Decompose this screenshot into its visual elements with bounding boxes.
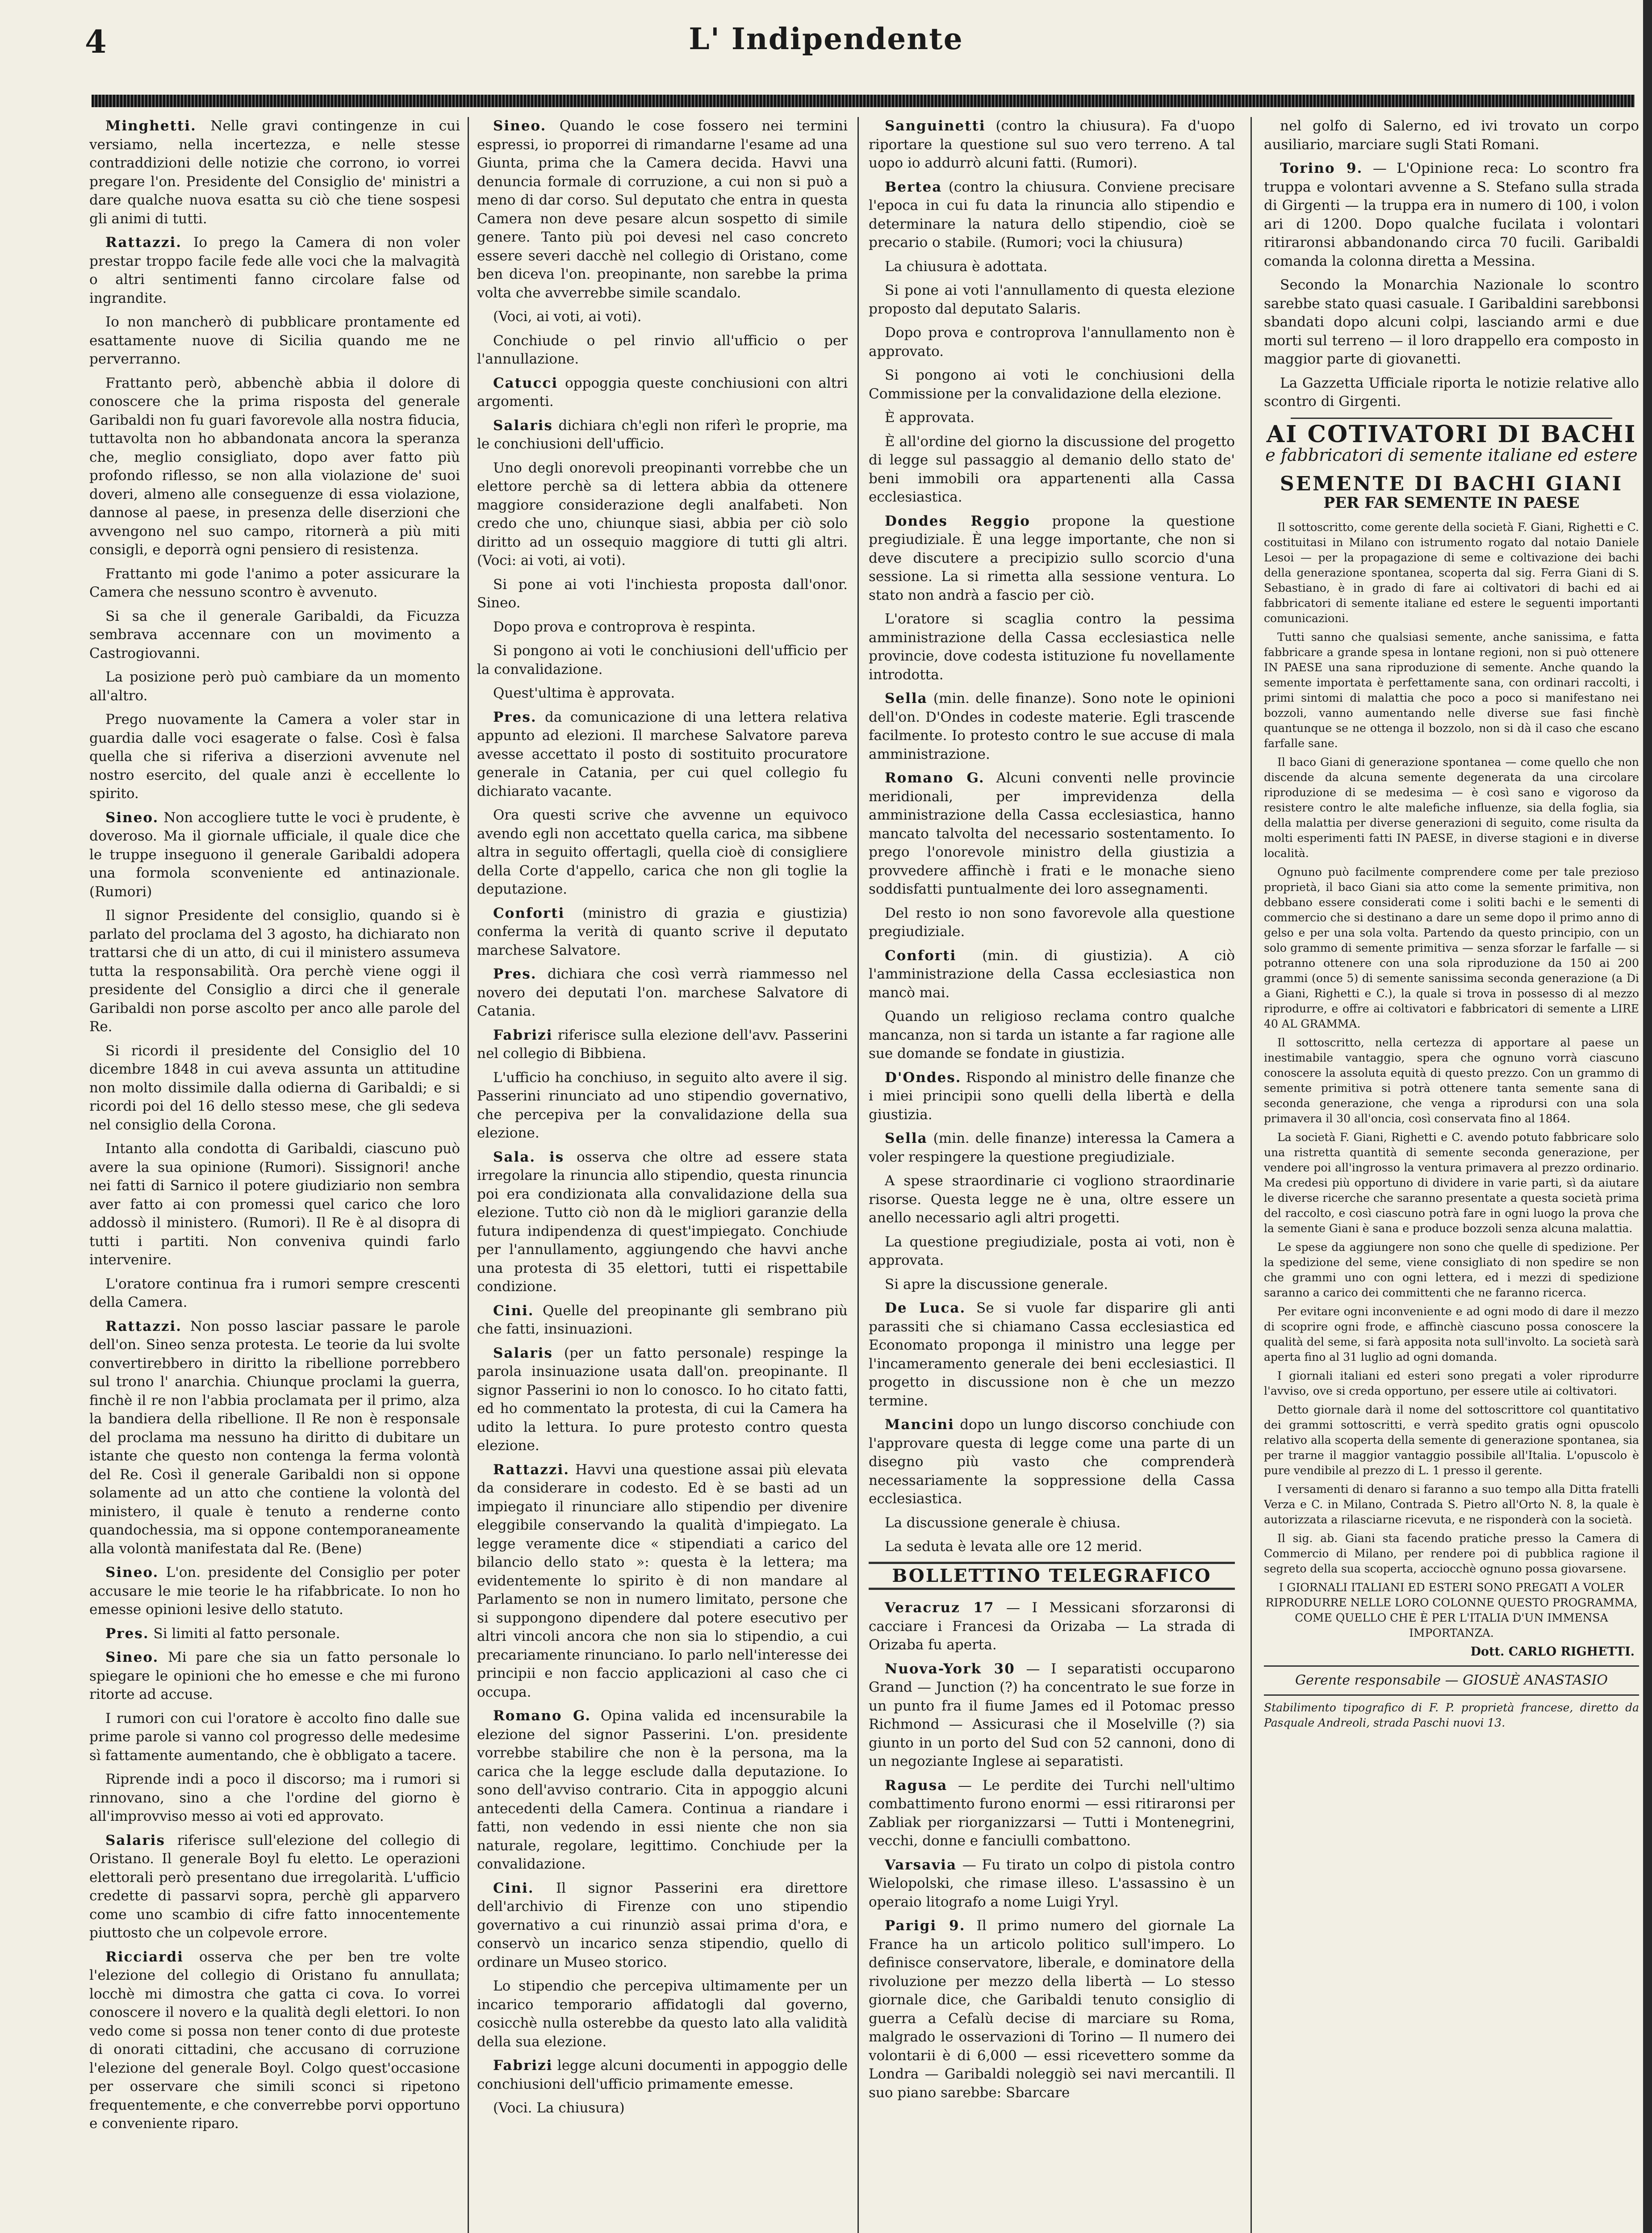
seed-subtitle: PER FAR SEMENTE IN PAESE [1323,494,1580,512]
paragraph-text: (per un fatto personale) respinge la parola insinuazione usata dall'on. preopinante. Il signor Passerini io non lo conosco. Io ho citato fatti, ed ho commentato la protesta, di cui la Camera ha udito la lettura. Io pure protesto contro questa elezione. [477,1345,848,1454]
paragraph [477,1879,848,1972]
speaker-name: Pres. [493,966,537,982]
paragraph [869,1069,1235,1125]
speaker-name: Cini. [493,1302,534,1319]
paragraph-text: È approvata. [885,410,974,426]
paragraph [869,433,1235,507]
paragraph-text: Si pongono ai voti le conchiusioni della Commissione per la convalidazione della elezione. [869,367,1235,402]
paragraph [869,324,1235,361]
paragraph [869,258,1235,276]
paragraph [89,1648,460,1704]
speaker-name: Sala. is [493,1149,565,1165]
paragraph [869,366,1235,403]
paragraph-text: osserva che oltre ad essere stata irregolare la rinuncia allo stipendio, questa rinuncia poi era condizionata alla convalidazione della sua elezione. Tutto ciò non dà le migliori garanzie della futura indipendenza di quest'impiegato. Conchiude per l'annullamento, aggiungendo che havvi anche una protesta di 35 elettori, tutti ei rispettabile condizione. [477,1149,848,1295]
header-rule [92,95,1635,107]
paragraph [89,374,460,560]
ad-paragraph: La società F. Giani, Righetti e C. avendo potuto fabbricare solo una ristretta quantità di semente seconda generazione, per vendere poi all'ingrosso la ventura primavera al prezzo ordinario. Ma credesi più opportuno di dividere in varie parti, sì da aiutare le diverse ricerche che saranno presentate a questa società prima del raccolto, e così ciascuno potrà fare in ogni luogo la prova che la semente Giani è sana e produce bozzoli senza alcuna malattia. [1264,1130,1639,1235]
paragraph [89,1140,460,1270]
paragraph-text: È all'ordine del giorno la discussione del progetto di legge sul passaggio al demanio dello stato de' beni immobili ora appartenenti alla Cassa ecclesiastica. [869,433,1235,505]
paragraph [477,1148,848,1296]
ad-paragraph: I giornali italiani ed esteri sono pregati a voler riprodurre l'avviso, ove si creda opportuno, per essere utile ai coltivatori. [1264,1369,1639,1397]
paragraph [869,1275,1235,1294]
column-3 [869,117,1235,2233]
paragraph-text: (contro la chiusura. Conviene precisare l'epoca in cui fu data la rinuncia allo stipendio e determinare la natura dello stipendio, cioè se precario o stabile. (Rumori; voci la chiusura) [869,179,1235,251]
paragraph-text: A spese straordinarie ci vogliono straordinarie risorse. Questa legge ne è una, oltre essere un anello necessario agli altri progetti. [869,1173,1235,1226]
paragraph-text: (min. delle finanze) interessa la Camera a voler respingere la questione pregiudiziale. [869,1130,1235,1165]
paragraph-text: Frattanto mi gode l'animo a poter assicurare la Camera che nessuno scontro è avvenuto. [89,565,460,600]
paragraph [477,332,848,369]
speaker-name: Rattazzi. [493,1461,570,1478]
paragraph-text: riferisce sulla elezione dell'avv. Passerini nel collegio di Bibbiena. [477,1027,848,1062]
speaker-name: Dondes Reggio [885,513,1030,529]
speaker-name: Minghetti. [105,118,197,134]
telegram-text: — I Messicani sforzaronsi di cacciare i Francesi da Orizaba — La strada di Orizaba fu aperta. [869,1600,1235,1653]
speaker-name: De Luca. [885,1300,966,1316]
paragraph [89,565,460,602]
ad-paragraph: Ognuno può facilmente comprendere come per tale prezioso proprietà, il baco Giani sia atto come la semente primitiva, non debbano essere considerati come i soliti bachi e le sementi di commercio che si destinano a dare un seme dopo il primo anno di gelso e per una sola volta. Partendo da questo principio, con un solo grammo di semente primitiva — senza sforzar le farfalle — si potranno ottenere con una sola riproduzione da 150 ai 200 grammi (once 5) di semente sanissima seconda generazione (a Di a Giani, Righetti e C.), la quale si trova in possesso di al mezzo riprodurre, e offre ai coltivatori e fabbricatori di semente a LIRE 40 AL GRAMMA. [1264,865,1639,1030]
speaker-name: Pres. [105,1625,149,1642]
paragraph-text: L'ufficio ha conchiuso, in seguito alto avere il sig. Passerini rinunciato ad uno stipendio governativo, che percepiva per la convalidazione della sua elezione. [477,1069,848,1141]
paragraph [477,965,848,1021]
paragraph [477,374,848,411]
paragraph-text: L'on. presidente del Consiglio per poter accusare le mie teorie le ha rifabbricate. Io non ho emesse opinioni lesive dello statuto. [89,1564,460,1618]
bollettino-items [869,1599,1235,2102]
column-divider [857,117,859,2233]
paragraph-text: La chiusura è adottata. [885,258,1048,275]
paragraph [89,313,460,369]
paragraph-text: Si limiti al fatto personale. [149,1625,340,1642]
telegram-text: — Fu tirato un colpo di pistola contro Wielopolski, che rimase illeso. L'assassino è un operaio litografo a nome Luigi Yryl. [869,1857,1235,1910]
paragraph [477,1344,848,1455]
paragraph [869,1416,1235,1509]
paragraph-text: Ora questi scrive che avvenne un equivoco avendo egli non accettato quella carica, ma sibbene altra in seguito offertagli, quella cioè di consigliere della Corte d'appello, carica che non gli toglie la deputazione. [477,807,848,897]
paragraph [869,512,1235,605]
bollettino-title: BOLLETTINO TELEGRAFICO [869,1562,1235,1590]
paragraph-text: Quando un religioso reclama contro qualche mancanza, non si tarda un istante a far ragione alle sue domande se fondate in giustizia. [869,1008,1235,1062]
paragraph-text: Si ricordi il presidente del Consiglio del 10 dicembre 1848 in cui aveva assunta un attitudine non molto dissimile dalla odierna di Garibaldi; e si ricordi poi del 16 dello stesso mese, che gli sedeva nel consiglio della Corona. [89,1042,460,1133]
paragraph [477,1977,848,2051]
speaker-name: Fabrizi [493,2057,553,2074]
paragraph-text: Uno degli onorevoli preopinanti vorrebbe che un elettore perchè sa di lettera abbia da ottenere maggiore considerazione degli analfabeti. Non credo che uno, chiunque siasi, abbia per ciò solo diritto ad un ossequio maggiore di tutti gli altri. (Voci: ai voti, ai voti). [477,460,848,569]
paragraph [89,234,460,308]
paragraph [869,610,1235,684]
paragraph-text: I rumori con cui l'oratore è accolto fino dalle sue prime parole si vanno col progresso delle medesime sì fattamente aumentando, che è obbligato a tacere. [89,1710,460,1764]
paragraph [89,1832,460,1943]
paragraph-text: Secondo la Monarchia Nazionale lo scontro sarebbe stato quasi casuale. I Garibaldini sarebbonsi sbandati dopo alcuni colpi, lasciando armi e due morti sul terreno — il loro drappello era composto in maggior parte di giovanetti. [1264,277,1639,367]
speaker-name: Mancini [885,1417,954,1433]
paragraph [477,417,848,454]
paragraph [477,904,848,960]
paragraph [1264,276,1639,369]
column-4 [1264,117,1639,2233]
gerente: Gerente responsabile — GIOSUÈ ANASTASIO [1295,1673,1608,1688]
paragraph-text: Si sa che il generale Garibaldi, da Ficuzza sembrava accennare con un movimento a Castrogiovanni. [89,608,460,661]
speaker-name: Sineo. [105,809,159,826]
telegram-place: Parigi 9. [885,1918,966,1934]
speaker-name: Bertea [885,179,942,195]
paragraph [89,711,460,803]
speaker-name: Ricciardi [105,1949,184,1965]
paragraph-text: dopo un lungo discorso conchiude con l'approvare questa di legge come una parte di un disegno più vasto che comprenderà necessariamente la soppressione della Cassa ecclesiastica. [869,1417,1235,1507]
telegram-text: — Le perdite dei Turchi nell'ultimo combattimento furono enormi — essi ritiraronsi per Zabliak per riorganizzarsi — Tutti i Montenegrini, vecchi, donne e fanciulli combattono. [869,1777,1235,1849]
news-continuation [1264,117,1639,411]
masthead-title: L' Indipendente [689,21,963,56]
ad-body [1264,520,1639,1576]
paragraph-text: — L'Opinione reca: Lo scontro fra truppa e volontari avvenne a S. Stefano sulla strada di Girgenti — la truppa era in numero di 100, i volon ari di 1200. Dopo qualche fucilata i volontari ritiraronsi abbandonando circa 70 fucili. Garibaldi comanda la colonna diretta a Messina. [1264,160,1639,269]
paragraph-text: Del resto io non sono favorevole alla questione pregiudiziale. [869,905,1235,940]
ad-paragraph: Le spese da aggiungere non sono che quelle di spedizione. Per la spedizione del seme, viene consigliato di non spedire se non che grammi uno con ogni lettera, ed i mezzi di spedizione saranno a carico dei committenti che ne faranno ricerca. [1264,1240,1639,1299]
paragraph-text: Havvi una questione assai più elevata da considerare in codesto. Ed è se basti ad un impiegato il rinunciare allo stipendio per divenire eleggibile conservando la qualità d'impiegato. La legge veramente dice « stipendiati a carico del bilancio dello stato »: questa è la lettera; ma evidentemente lo spirito è di non mandare al Parlamento se non in numero limitato, persone che si suppongono dipendere dal potere esecutivo per altri vincoli ancora che non sia lo stipendio, a cui precariamente rinunciano. Io parlo nell'interesse dei principii e non faccio applicazioni al caso che ci occupa. [477,1461,848,1700]
page-number: 4 [85,23,107,60]
column-1 [89,117,460,2233]
paragraph-text: La Gazzetta Ufficiale riporta le notizie relative allo scontro di Girgenti. [1264,375,1639,410]
paragraph [477,2099,848,2118]
telegram-place: Nuova-York 30 [885,1660,1015,1677]
ad-footnote: I GIORNALI ITALIANI ED ESTERI SONO PREGATI A VOLER RIPRODURRE NELLE LORO COLONNE QUESTO PROGRAMMA, COME QUELLO CHE È PER L'ITALIA D'UN IMMENSA IMPORTANZA. [1265,1581,1638,1639]
paragraph [477,2057,848,2094]
paragraph-text: Si pongono ai voti le conchiusioni dell'ufficio per la convalidazione. [477,643,848,677]
speaker-name: Fabrizi [493,1027,553,1043]
paragraph-text: oppoggia queste conchiusioni con altri argomenti. [477,375,848,410]
paragraph-text: (Voci, ai voti, ai voti). [493,309,642,325]
paragraph [89,1275,460,1312]
paragraph [477,642,848,679]
speaker-name: Rattazzi. [105,234,182,251]
speaker-name: Conforti [885,947,957,964]
telegram-place: Veracruz 17 [885,1600,995,1616]
paragraph [869,1129,1235,1167]
paragraph-text: Non accogliere tutte le voci è prudente, è doveroso. Ma il giornale ufficiale, il quale dice che le truppe inseguono il generale Garibaldi adopera una formola sconveniente ed antinazionale. (Rumori) [89,809,460,900]
speaker-name: Salaris [493,417,553,434]
paragraph [869,904,1235,941]
paragraph [869,1008,1235,1063]
column-divider [468,117,469,2233]
paragraph-text: Dopo prova e controprova l'annullamento non è approvato. [869,325,1235,360]
paragraph-text: nel golfo di Salerno, ed ivi trovato un corpo ausiliario, marciare sugli Stati Romani. [1264,118,1639,153]
paragraph [477,1707,848,1874]
paragraph-text: Se si vuole far disparire gli anti parassiti che si chiamano Cassa ecclesiastica ed Economato proponga il ministro una legge per l'incameramento generale dei beni ecclesiastici. Il progetto in discussione non è che un mezzo termine. [869,1300,1235,1409]
speaker-name: Cini. [493,1880,534,1896]
paragraph-text: La posizione però può cambiare da un momento all'altro. [89,669,460,704]
ad-paragraph: Il sottoscritto, nella certezza di apportare al paese un inestimabile vantaggio, spera che ognuno vorrà ciascuno conoscere la assoluta equità di questo prezzo. Con un grammo di semente primitiva si potrà ottenere tanta semente sana di seconda generazione, che venga a riprodursi con una sola primavera il 30 all'oncia, così conservata fino al 1864. [1264,1036,1639,1125]
telegram-item [869,1856,1235,1912]
speaker-name: Sella [885,1130,928,1146]
paragraph-text: Mi pare che sia un fatto personale lo spiegare le opinioni che ho emesse e che mi furono ritorte ad accuse. [89,1649,460,1702]
paragraph [477,459,848,570]
paragraph-text: Quest'ultima è approvata. [493,685,675,701]
paragraph-text: Opina valida ed incensurabile la elezione del signor Passerini. L'on. presidente vorrebbe stabilire che non è la persona, ma la carica che la legge esclude dalla deputazione. Io sono dell'avviso contrario. Cita in appoggio alcuni antecedenti della Camera. Continua a riandare i fatti, non vedendo in essi niente che non sia naturale, regolare, legittimo. Conchiude per la convalidazione. [477,1708,848,1872]
speaker-name: Conforti [493,905,565,921]
paragraph [869,117,1235,173]
paragraph-text: (ministro di grazia e giustizia) conferma la verità di quanto scrive il deputato marchese Salvatore. [477,905,848,958]
stamperia: Stabilimento tipografico di F. P. proprietà francese, diretto da Pasquale Andreoli, strada Paschi nuovi 13. [1264,1701,1639,1729]
paragraph [869,1233,1235,1270]
ad-paragraph: I versamenti di denaro si faranno a suo tempo alla Ditta fratelli Verza e C. in Milano, Contrada S. Pietro all'Orto N. 8, la quale è autorizzata a rilasciarne ricevuta, e ne risponderà con la società. [1264,1482,1639,1526]
ad-signature: Dott. CARLO RIGHETTI. [1470,1644,1635,1659]
paragraph-text: Non posso lasciar passare le parole dell'on. Sineo senza protesta. Le teorie da lui svolte convertirebbero in diritto la ribellione porrebbero sul trono l' anarchia. Chiunque proclami la guerra, finchè il re non l'abbia proclamata per il primo, alza la bandiera della ribellione. Il Re non è responsale del proclama ma nessuno ha diritto di dubitare un istante che questo non contenga la ferma volontà del Re. Così il generale Garibaldi non si oppone solamente ad un atto che contiene la volontà del ministero, il quale è tenuto a renderne conto quandochessia, ma si oppone contemporaneamente alla volontà manifestata dal Re. (Bene) [89,1318,460,1557]
speaker-name: Rattazzi. [105,1318,182,1334]
paragraph-text: Nelle gravi contingenze in cui versiamo, nella incertezza, e nelle stesse contraddizioni delle notizie che corrono, io vorrei pregare l'on. Presidente del Consiglio de' ministri a dare qualche nuova esatta su ciò che tiene sospesi gli animi di tutti. [89,118,460,227]
telegram-item [869,1777,1235,1851]
paragraph-text: Quelle del preopinante gli sembrano più che fatti, insinuazioni. [477,1302,848,1337]
ad-title: AI COTIVATORI DI BACHI [1266,420,1637,448]
paragraph [477,117,848,302]
ad-paragraph: Detto giornale darà il nome del sottoscrittore col quantitativo dei grammi sottoscritti, e verrà spedito gratis ogni opuscolo relativo alla scoperta della semente di generazione spontanea, sia per trarne il maggior vantaggio possibile all'Italia. L'opuscolo è pure vendibile al prezzo di L. 1 presso il gerente. [1264,1403,1639,1477]
paragraph [477,308,848,326]
paragraph [477,684,848,703]
paragraph [89,1317,460,1559]
speaker-name: Romano G. [493,1708,591,1724]
paragraph [869,1299,1235,1410]
paragraph-text: riferisce sull'elezione del collegio di Oristano. Il generale Boyl fu eletto. Le operazioni elettorali però presentano due irregolarità. L'ufficio credette di passarvi sopra, perchè gli apparvero come uno scambio di cifre fatto innocentemente piuttosto che un colpevole errore. [89,1832,460,1941]
telegram-item [869,1599,1235,1655]
paragraph [89,1564,460,1619]
speaker-name: Catucci [493,375,558,391]
paragraph [869,1538,1235,1556]
speaker-name: Salaris [105,1832,165,1848]
speaker-name: Sineo. [105,1649,159,1665]
ad-subtitle: e fabbricatori di semente italiane ed estere [1265,445,1638,465]
paragraph [869,947,1235,1003]
paragraph [477,806,848,899]
speaker-name: D'Ondes. [885,1069,962,1086]
ad-paragraph: Tutti sanno che qualsiasi semente, anche sanissima, e fatta fabbricare a grande spesa in lontane regioni, non si può ottenere IN PAESE una sana riproduzione di semente. Anche quando la semente importata è perfettamente sana, con ordinari raccolti, i primi sintomi di malattia che poco a poco si manifestano nei bozzoli, vanno aumentando nelle diverse sue fasi finchè quantunque se ne ottenga il bozzolo, non si dà il caso che escano farfalle sane. [1264,630,1639,750]
paragraph-text: Io non mancherò di pubblicare prontamente ed esattamente nuove di Sicilia quando me ne perverranno. [89,314,460,367]
speaker-name: Sineo. [105,1564,159,1581]
paragraph-text: Si apre la discussione generale. [885,1276,1108,1292]
paragraph [89,1948,460,2133]
telegram-text: — I separatisti occuparono Grand — Junction (?) ha concentrato le sue forze in un punto fra il fiume James ed il Potomac presso Richmond — Assicurasi che il Moselville (?) sia giunto in un porto del Sud con 52 cannoni, dono di un negoziante Inglese ai separatisti. [869,1660,1235,1769]
paragraph-text: Quando le cose fossero nei termini espressi, io proporrei di rimandarne l'esame ad una Giunta, prima che la Camera decida. Havvi una denuncia formale di corruzione, a cui non si può a meno di dar corso. Sul deputato che entra in questa Camera non deve pesare alcun sospetto di simile genere. Tanto più poi devesi nel caso concreto essere severi dacchè nel collegio di Oristano, come ben diceva l'on. preopinante, non sarebbe la prima volta che avverrebbe simile scandalo. [477,118,848,301]
paragraph-text: propone la questione pregiudiziale. È una legge importante, che non si deve discutere a precipizio sullo scorcio d'una sessione. La si rimetta alla sessione ventura. Lo stato non andrà a fascio per ciò. [869,513,1235,603]
ad-paragraph: Per evitare ogni inconveniente e ad ogni modo di dare il mezzo di scoprire ogni frode, e affinchè ciascuno possa conoscere la qualità del seme, si farà apposita nota sull'involto. La società sarà aperta fino al 31 luglio ad ogni domanda. [1264,1305,1639,1363]
paragraph [477,1302,848,1339]
speaker-name: Romano G. [885,770,985,786]
paragraph-text: Conchiude o pel rinvio all'ufficio o per l'annullazione. [477,332,848,367]
telegram-item [869,1660,1235,1771]
divider [1264,1665,1639,1667]
paragraph-text: Lo stipendio che percepiva ultimamente per un incarico temporario affidatogli dal governo, cosicchè nulla osterebbe da questo lato alla validità della sua elezione. [477,1978,848,2050]
paragraph-text: La seduta è levata alle ore 12 merid. [885,1539,1142,1555]
paragraph-text: (min. di giustizia). A ciò l'amministrazione della Cassa ecclesiastica non mancò mai. [869,947,1235,1001]
telegram-text: Il primo numero del giornale La France ha un articolo politico sull'impero. Lo definisce conservatore, liberale, e dominatore della rivoluzione per mezzo della libertà — Lo stesso giornale dice, che Garibaldi tenuto consiglio di guerra a Cefalù decise di marciare su Roma, malgrado le osservazioni di Torino — Il numero dei volontarii è di 6,000 — essi ricevettero somme da Londra — Garibaldi noleggiò sei navi mercantili. Il suo piano sarebbe: Sbarcare [869,1918,1235,2101]
speaker-name: Sineo. [493,118,547,134]
paragraph [477,1069,848,1143]
telegram-place: Varsavia [885,1857,957,1873]
paragraph-text: osserva che per ben tre volte l'elezione del collegio di Oristano fu annullata; locchè mi dimostra che gatta ci cova. Io vorrei conoscere il novero e la qualità degli elettori. Io non vedo come si possa non tener conto di due proteste di onorati cittadini, che accusano di corruzione l'elezione del generale Boyl. Colgo quest'occasione per osservare che simili sconci si ripetono frequentemente, e che converrebbe porvi opportuno e conveniente riparo. [89,1949,460,2132]
paragraph [869,409,1235,427]
parliament-report [869,117,1235,1556]
paragraph [477,576,848,613]
paragraph-text: Riprende indi a poco il discorso; ma i rumori si rinnovano, sino a che l'ordine del giorno è all'improvviso messo ai voti ed approvato. [89,1771,460,1824]
speaker-name: Torino 9. [1280,160,1363,176]
paragraph-text: Intanto alla condotta di Garibaldi, ciascuno può avere la sua opinione (Rumori). Sissignori! anche nei fatti di Sarnico il potere giudiziario non sembra aver fatto ai con promessi quel carico che loro addossò il ministero. (Rumori). Il Re è al disopra di tutti i partiti. Non conveniva quindi farlo intervenire. [89,1141,460,1268]
paragraph [89,1710,460,1765]
paragraph [89,1770,460,1826]
paragraph [89,668,460,705]
paragraph [89,1042,460,1135]
speaker-name: Salaris [493,1345,553,1361]
paragraph-text: legge alcuni documenti in appoggio delle conchiusioni dell'ufficio primamente emesse. [477,2057,848,2092]
paragraph [89,1625,460,1643]
telegram-item [869,1917,1235,2102]
paragraph-text: dichiara che così verrà riammesso nel novero dei deputati l'on. marchese Salvatore di Catania. [477,966,848,1019]
divider [1264,1694,1639,1696]
paragraph-text: Il signor Presidente del consiglio, quando si è parlato del proclama del 3 agosto, ha dichiarato non trattarsi che di un atto, di cui il ministero assumeva tutta la responsabilità. Ora perchè viene oggi il presidente del Consiglio a dirci che il generale Garibaldi non porse ascolto per anco alle parole del Re. [89,907,460,1035]
paragraph [477,1026,848,1063]
ad-paragraph: Il baco Giani di generazione spontanea — come quello che non discende da alcuna semente degenerata da una circolare riproduzione di se medesima — è così sano e vigoroso da resistere contro le alte malefiche influenze, sia della foglia, sia della malattia per diverse generazioni di seguito, come risulta da molti esperimenti fatti IN PAESE, in diverse stagioni e in diverse località. [1264,755,1639,860]
paragraph [869,281,1235,318]
ad-paragraph: Il sottoscritto, come gerente della società F. Giani, Righetti e C. costituitasi in Milano con istrumento rogato dal notaio Daniele Lesoi — per la propagazione di seme e coltivazione dei bachi della generazione spontanea, scoperta dal sig. Ferra Giani di S. Sebastiano, è in grado di fare ai coltivatori di bachi ed ai fabbricatori di semente italiane ed estere le seguenti importanti comunicazioni. [1264,520,1639,625]
paragraph [869,1514,1235,1533]
paragraph [869,1172,1235,1228]
speaker-name: Sanguinetti [885,118,986,134]
paragraph [477,618,848,637]
paragraph [89,809,460,902]
paragraph [869,690,1235,764]
paragraph [1264,159,1639,271]
paragraph-text: L'oratore continua fra i rumori sempre crescenti della Camera. [89,1275,460,1310]
paragraph-text: Frattanto però, abbenchè abbia il dolore di conoscere che la prima risposta del generale Garibaldi non fu guari favorevole alla nostra fiducia, tuttavolta non ho abbandonata ancora la speranza che, meglio consigliato, dopo aver fatto più profondo riflesso, se non alla violazione de' suoi doveri, almeno alle conseguenze di essa violazione, dannose al paese, in presenza delle diserzioni che avvengono nel suo campo, ritornerà a più miti consigli, e deporrà ogni pensiero di resistenza. [89,375,460,558]
paragraph-text: La questione pregiudiziale, posta ai voti, non è approvata. [869,1234,1235,1268]
paragraph-text: (Voci. La chiusura) [493,2100,625,2116]
divider [1291,418,1612,419]
paragraph [89,907,460,1037]
speaker-name: Pres. [493,709,537,725]
paragraph [89,607,460,663]
paragraph-text: L'oratore si scaglia contro la pessima amministrazione della Cassa ecclesiastica nelle provincie, dove codesta istituzione fu novellamente introdotta. [869,611,1235,683]
telegram-place: Ragusa [885,1777,948,1794]
paragraph-text: (min. delle finanze). Sono note le opinioni dell'on. D'Ondes in codeste materie. Egli trascende facilmente. Io protesto contro le sue accuse di mala amministrazione. [869,690,1235,762]
paragraph [477,708,848,801]
paragraph-text: Prego nuovamente la Camera a voler star in guardia dalle voci esagerate o false. Così è falsa quella che si riferiva a diserzioni avvenute nel nostro esercito, del quale anzi è eccellente lo spirito. [89,711,460,802]
paragraph [1264,117,1639,154]
paragraph-text: Il signor Passerini era direttore dell'archivio di Firenze con uno stipendio governativo a cui rinunziò assai prima d'ora, e conservò un incarico senza stipendio, quello di ordinare un Museo storico. [477,1880,848,1970]
paragraph-text: Io prego la Camera di non voler prestar troppo facile fede alle voci che la malvagità o altri sentimenti fanno circolare false od ingrandite. [89,234,460,306]
paragraph [1264,374,1639,411]
ad-paragraph: Il sig. ab. Giani sta facendo pratiche presso la Camera di Commercio di Milano, per rendere poi di pubblica ragione il segreto della sua scoperta, acciocchè ognuno possa giovarsene. [1264,1531,1639,1575]
paragraph-text: (contro la chiusura). Fa d'uopo riportare la questione sul suo vero terreno. A tal uopo io addurrò alcuni fatti. (Rumori). [869,118,1235,171]
paragraph-text: Si pone ai voti l'annullamento di questa elezione proposto dal deputato Salaris. [869,282,1235,317]
scan-edge [1643,0,1652,2233]
paragraph-text: Rispondo al ministro delle finanze che i miei principii sono quelli della libertà e della giustizia. [869,1069,1235,1123]
paragraph [869,178,1235,252]
paragraph-text: Si pone ai voti l'inchiesta proposta dall'onor. Sineo. [477,576,848,611]
paragraph-text: da comunicazione di una lettera relativa appunto ad elezioni. Il marchese Salvatore pareva avesse accettato il posto di sostituito procuratore generale in Catania, per cui quel collegio fu dichiarato vacante. [477,709,848,799]
column-divider [1251,117,1252,2233]
paragraph [477,1461,848,1702]
column-2 [477,117,848,2233]
paragraph-text: La discussione generale è chiusa. [885,1514,1121,1531]
seed-title: SEMENTE DI BACHI GIANI [1280,472,1623,495]
paragraph-text: Alcuni conventi nelle provincie meridionali, per imprevidenza della amministrazione della Cassa ecclesiastica, hanno mancato talvolta del necessario sostentamento. Io prego l'onorevole ministro della giustizia a provvedere affinchè i frati e le monache sieno soddisfatti puntualmente dei loro assegnamenti. [869,770,1235,897]
speaker-name: Sella [885,690,928,707]
paragraph-text: dichiara ch'egli non riferì le proprie, ma le conchiusioni dell'ufficio. [477,417,848,452]
paragraph [869,769,1235,899]
paragraph [89,117,460,228]
paragraph-text: Dopo prova e controprova è respinta. [493,619,756,635]
